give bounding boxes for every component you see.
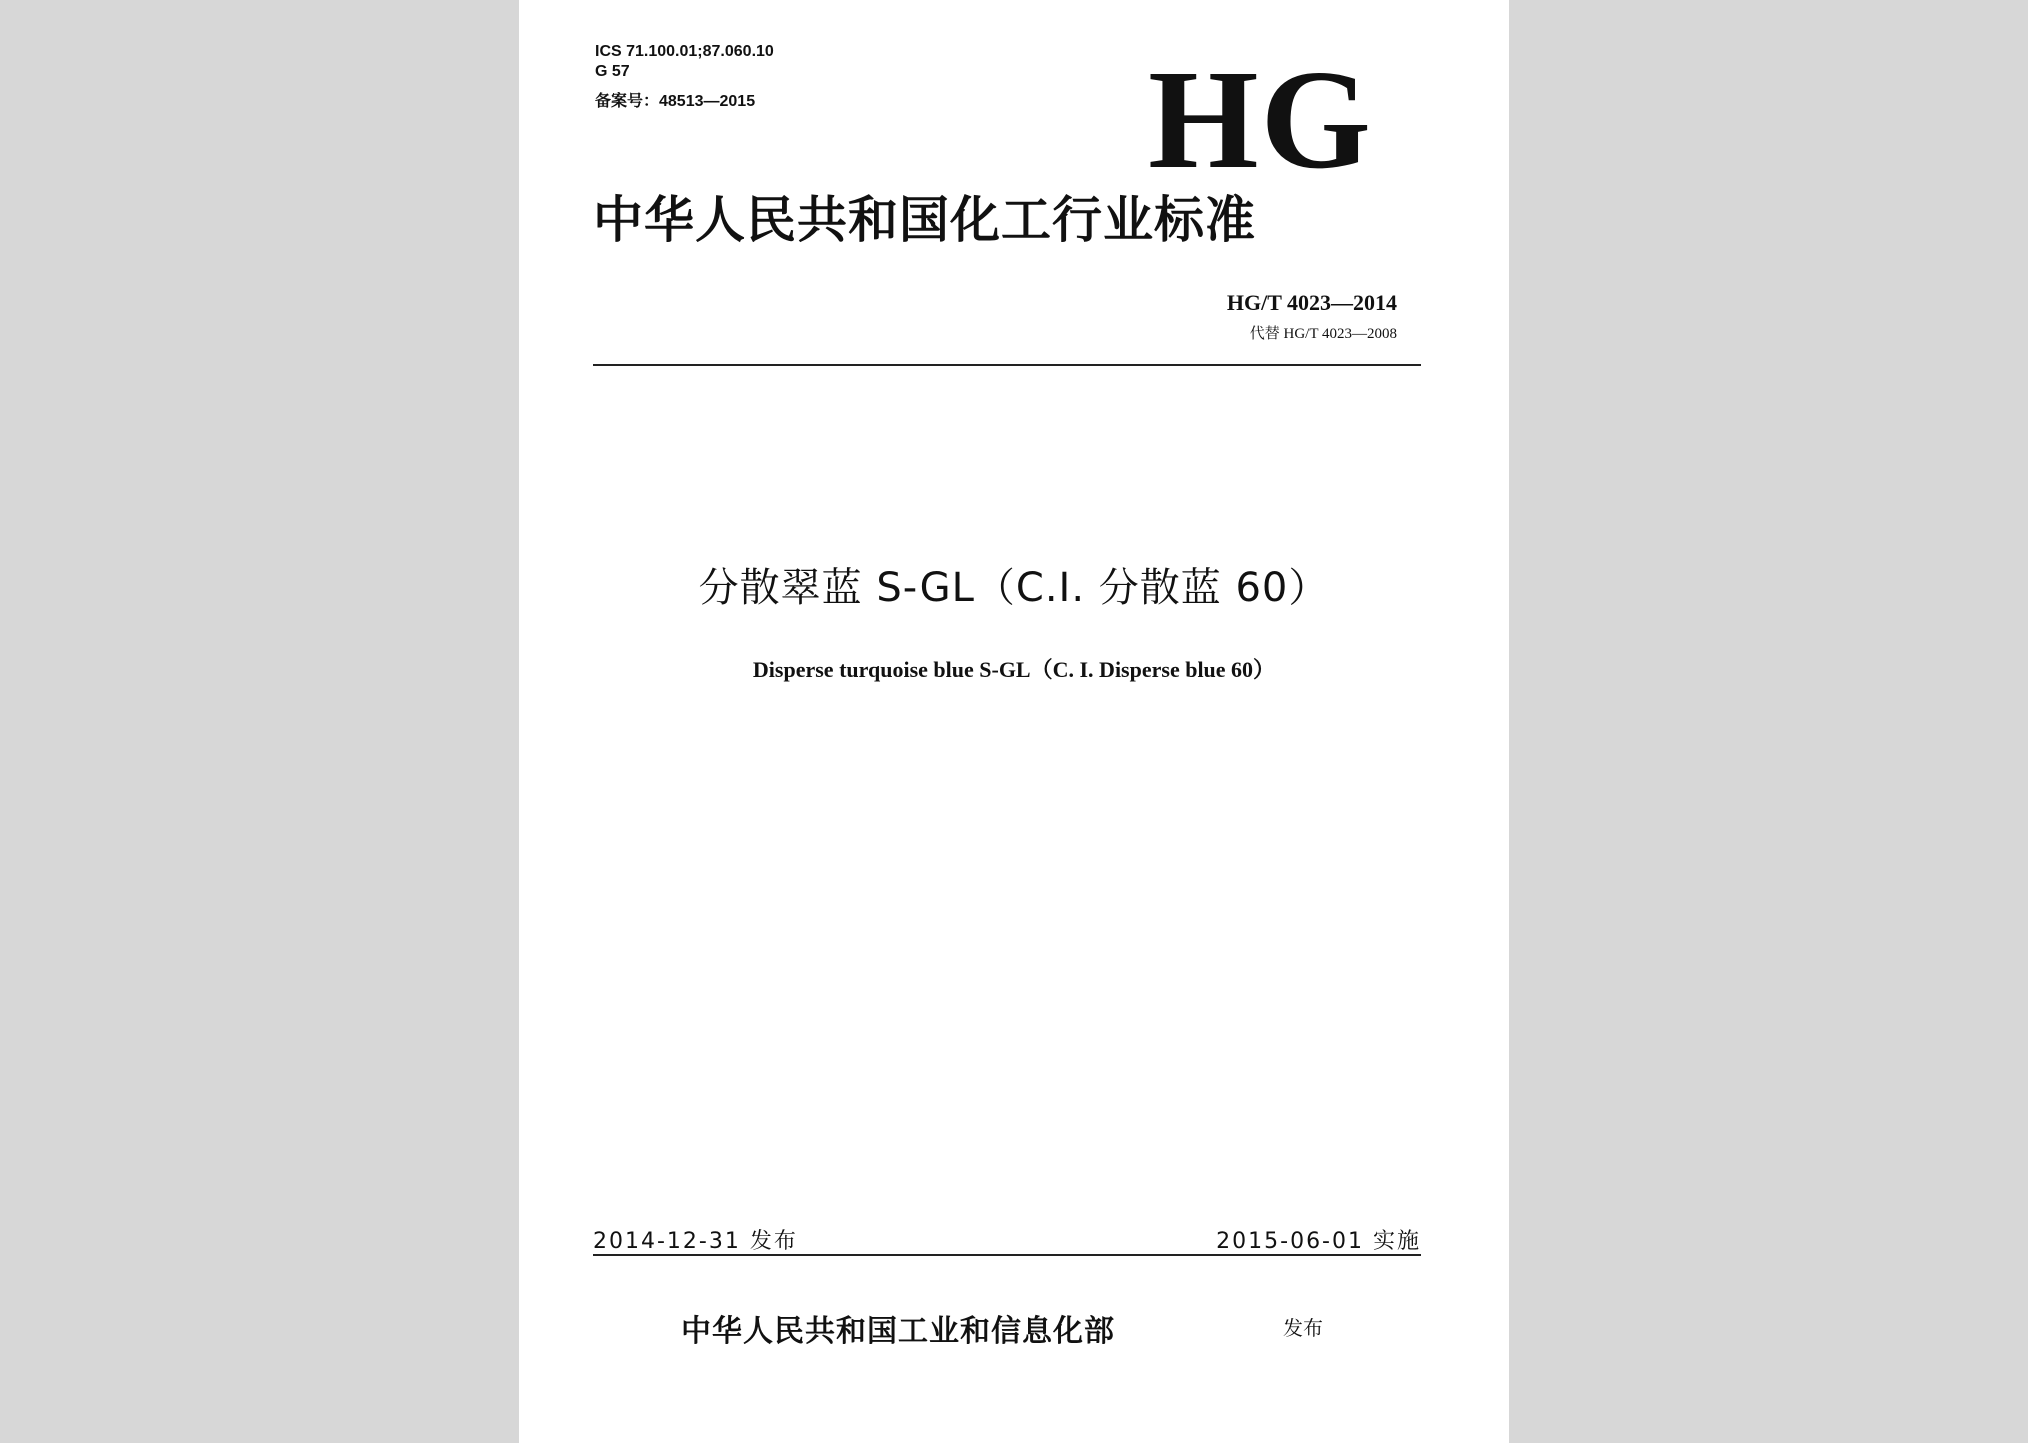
replaces-standard: 代替 HG/T 4023—2008: [1249, 326, 1397, 342]
title-chinese: 分散翠蓝 S-GL（C.I. 分散蓝 60）: [698, 565, 1330, 611]
ccs-code: G 57: [595, 63, 630, 80]
ics-code: ICS 71.100.01;87.060.10: [595, 43, 774, 60]
issue-date: 2014-12-31 发布: [593, 1229, 798, 1254]
standard-authority: 中华人民共和国化工行业标准: [593, 191, 1256, 249]
document-page: [519, 0, 1509, 1443]
publish-label: 发布: [1283, 1316, 1323, 1340]
title-english: Disperse turquoise blue S-GL（C. I. Disperse blue 60）: [752, 657, 1276, 682]
bottom-divider: [593, 1254, 1421, 1256]
filing-number: 备案号：48513—2015: [595, 93, 756, 110]
hg-logo: HG: [1148, 40, 1373, 198]
top-divider: [593, 364, 1421, 366]
implementation-date: 2015-06-01 实施: [1216, 1229, 1421, 1254]
publisher-name: 中华人民共和国工业和信息化部: [681, 1314, 1115, 1349]
standard-number: HG/T 4023—2014: [1226, 290, 1397, 315]
